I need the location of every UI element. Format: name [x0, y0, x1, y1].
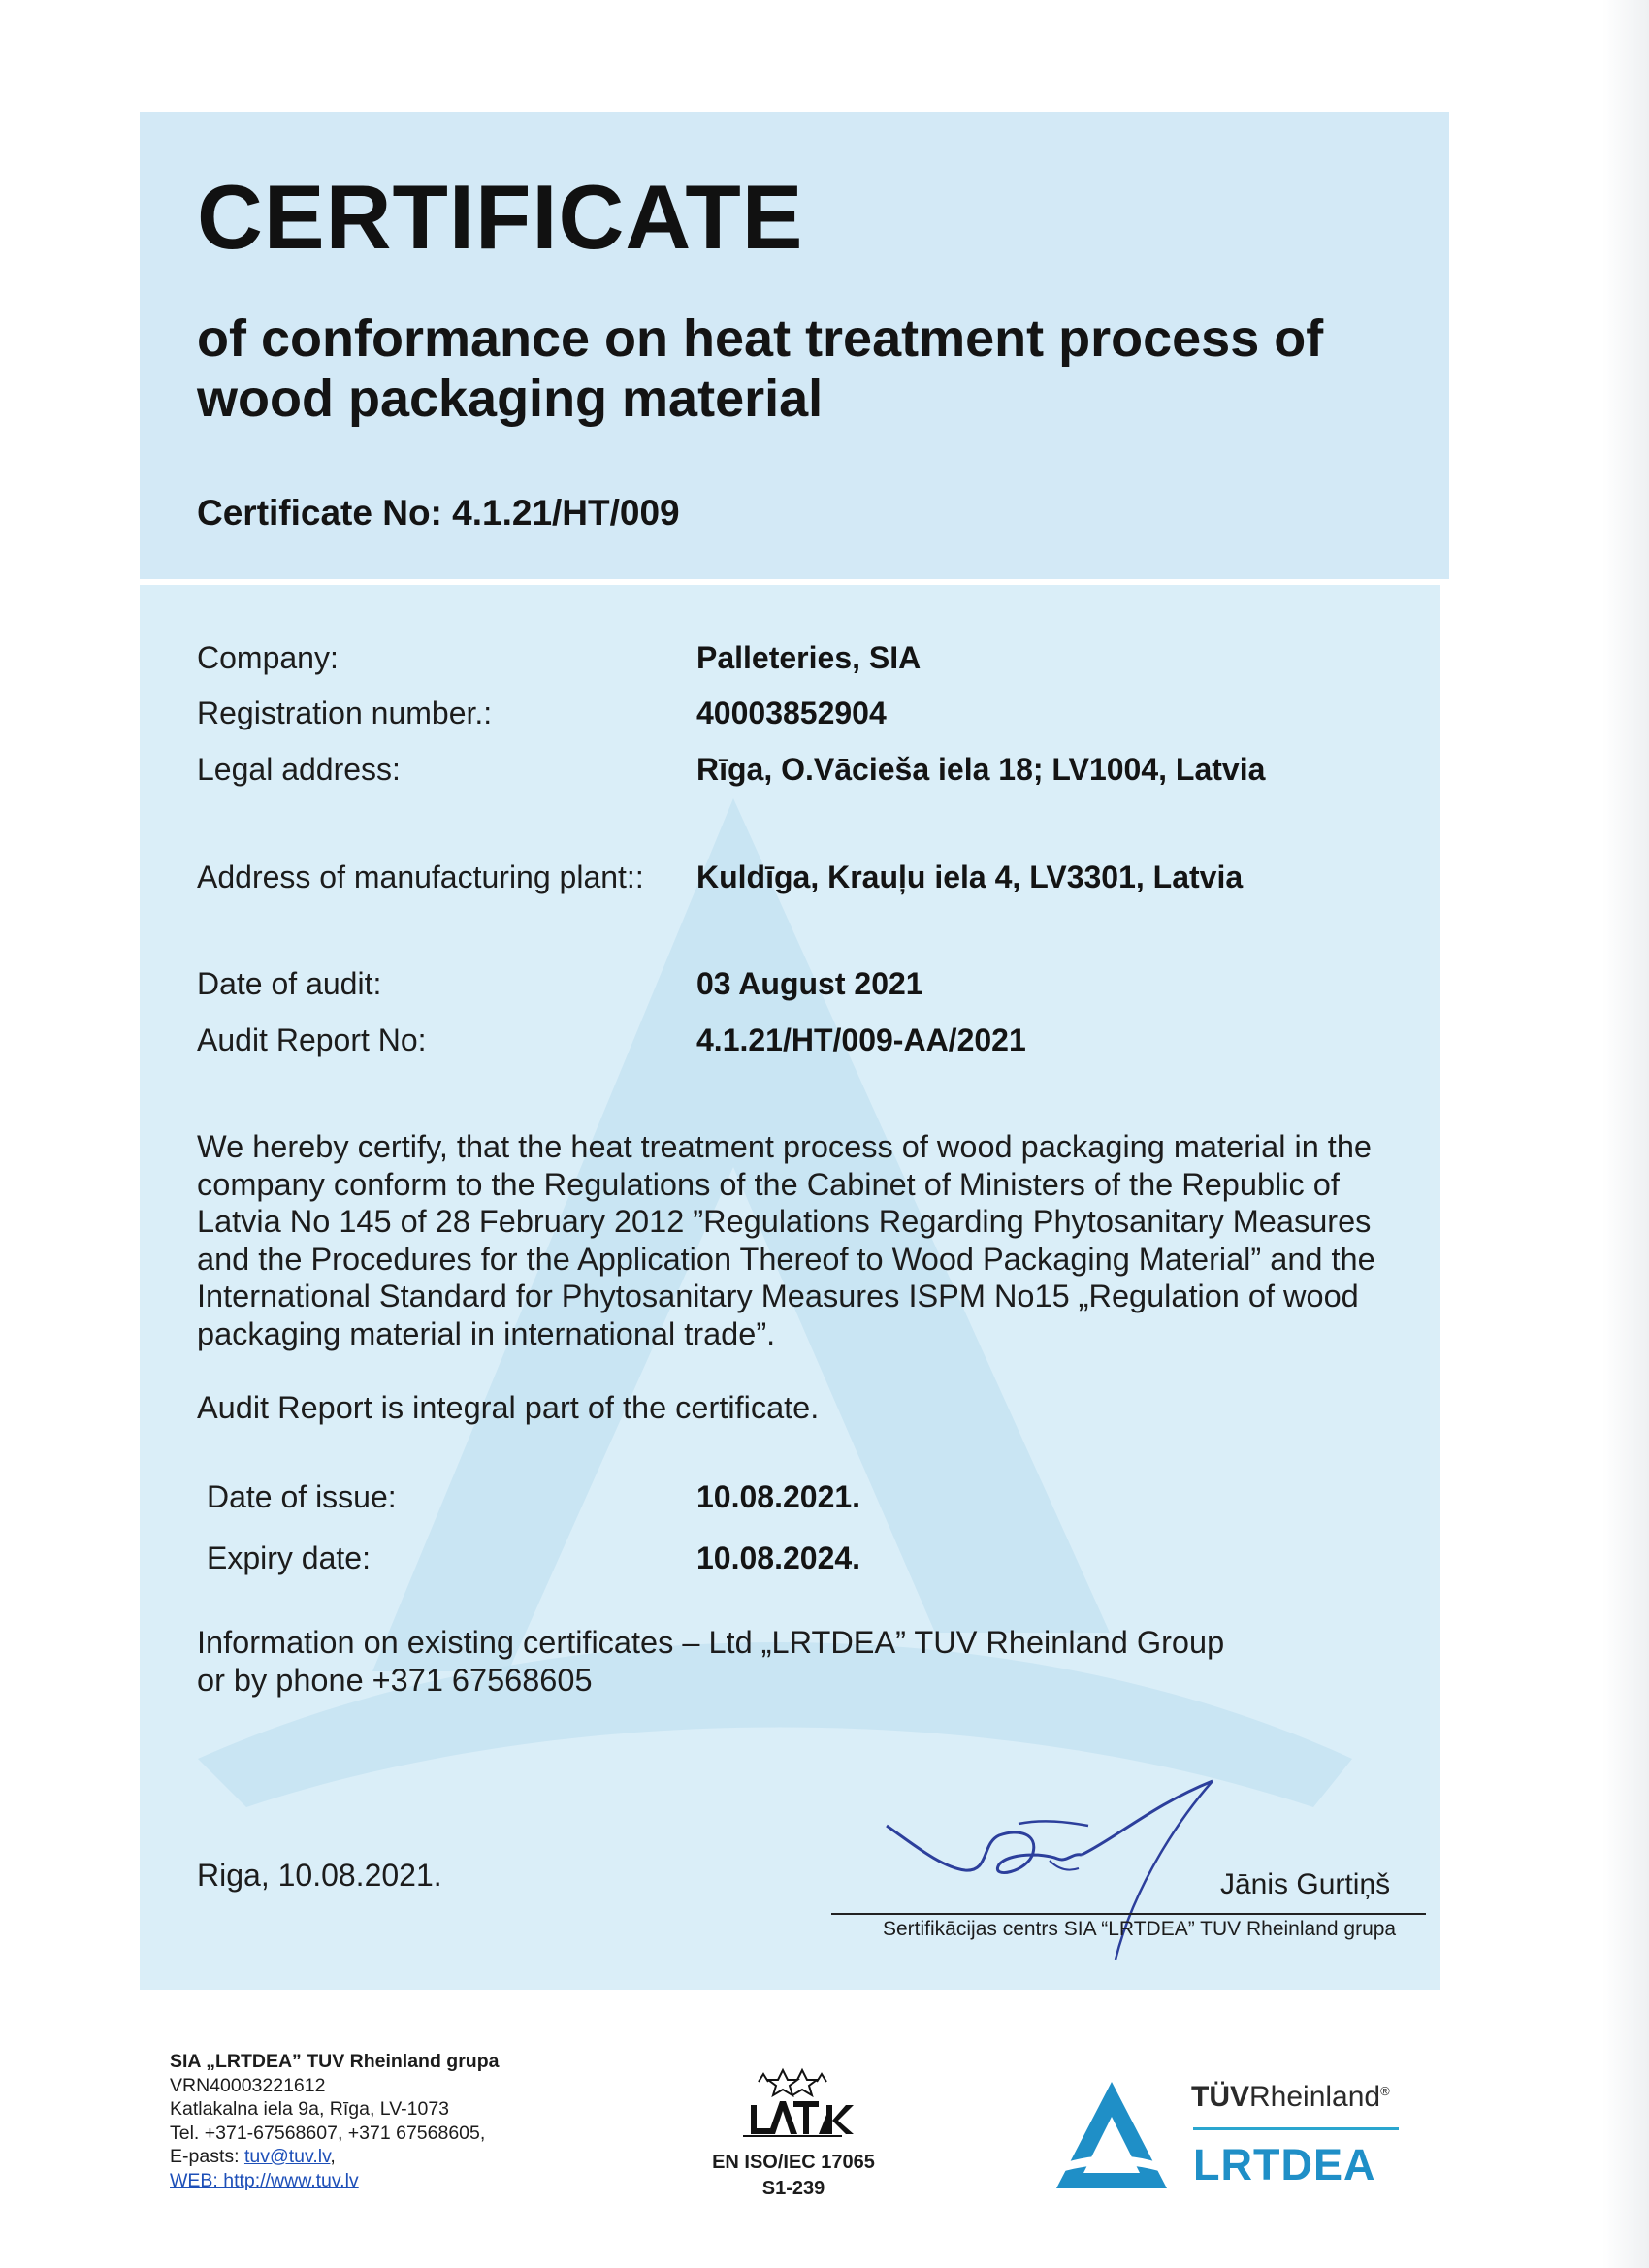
integral-statement-text: Audit Report is integral part of the certificate.: [197, 1390, 820, 1425]
legal-address-label: Legal address:: [197, 752, 401, 787]
tuv-wordmark-bold: TÜV: [1191, 2081, 1249, 2113]
expiry-date-label: Expiry date:: [207, 1540, 371, 1575]
information-block: [197, 1624, 1419, 1699]
footer-address: Katlakalna iela 9a, Rīga, LV-1073: [170, 2098, 450, 2120]
footer-email-suffix: ,: [330, 2146, 336, 2167]
audit-report-value: 4.1.21/HT/009-AA/2021: [696, 1022, 1026, 1057]
issue-date-label: Date of issue:: [207, 1479, 397, 1514]
footer-vrn: VRN40003221612: [170, 2074, 326, 2096]
footer-email-row: [170, 2145, 499, 2169]
audit-date-label: Date of audit:: [197, 966, 382, 1001]
footer-company-info: [170, 2050, 499, 2192]
accreditation-number: S1-239: [761, 2178, 825, 2199]
footer-email-link[interactable]: tuv@tuv.lv: [243, 2146, 331, 2167]
footer-company-name: SIA „LRTDEA” TUV Rheinland grupa: [170, 2051, 500, 2072]
registered-mark: ®: [1380, 2084, 1390, 2098]
integral-statement: [197, 1389, 1419, 1427]
issue-date-value: 10.08.2021.: [696, 1479, 861, 1514]
certification-statement: [197, 1128, 1419, 1352]
tuv-wordmark-regular: Rheinland: [1249, 2081, 1381, 2113]
statement-line: International Standard for Phytosanitary Measures ISPM No15 „Regulation of wood: [197, 1279, 1359, 1313]
place-and-date: Riga, 10.08.2021.: [197, 1858, 442, 1893]
statement-line: and the Procedures for the Application Thereof to Wood Packaging Material” and the: [197, 1241, 1375, 1277]
information-line: or by phone +371 67568605: [197, 1662, 593, 1698]
registration-label: Registration number.:: [197, 696, 493, 730]
plant-address-label: Address of manufacturing plant::: [197, 859, 644, 894]
registration-value: 40003852904: [696, 696, 887, 730]
footer-email-prefix: E-pasts:: [170, 2146, 244, 2167]
statement-line: company conform to the Regulations of the Cabinet of Ministers of the Republic of: [197, 1166, 1340, 1202]
information-line: Information on existing certificates – Ltd „LRTDEA” TUV Rheinland Group: [197, 1625, 1225, 1660]
plant-address-value: Kuldīga, Krauļu iela 4, LV3301, Latvia: [696, 859, 1244, 894]
lrtdea-wordmark: LRTDEA: [1193, 2140, 1376, 2189]
expiry-date-value: 10.08.2024.: [696, 1540, 861, 1575]
certificate-number: Certificate No: 4.1.21/HT/009: [197, 493, 680, 533]
statement-line: packaging material in international trade”.: [197, 1315, 776, 1351]
signature-caption: Sertifikācijas centrs SIA “LRTDEA” TUV Rheinland grupa: [883, 1918, 1397, 1940]
footer-phone: Tel. +371-67568607, +371 67568605,: [170, 2122, 486, 2144]
accreditation-standard: EN ISO/IEC 17065: [712, 2152, 875, 2173]
statement-line: Latvia No 145 of 28 February 2012 ”Regulations Regarding Phytosanitary Measures: [197, 1204, 1372, 1239]
footer-web-link[interactable]: WEB: http://www.tuv.lv: [170, 2169, 359, 2191]
brand-divider: [1193, 2127, 1399, 2130]
tuv-rheinland-wordmark: [1191, 2081, 1390, 2114]
signer-name: Jānis Gurtiņš: [1220, 1868, 1391, 1900]
signature-line: [831, 1913, 1426, 1915]
statement-line: We hereby certify, that the heat treatment process of wood packaging material in the: [197, 1129, 1372, 1164]
audit-report-label: Audit Report No:: [197, 1022, 427, 1057]
certificate-subtitle: of conformance on heat treatment process of wood packaging material: [197, 309, 1324, 428]
legal-address-value: Rīga, O.Vācieša iela 18; LV1004, Latvia: [696, 752, 1266, 787]
page-edge-shadow: [1602, 0, 1649, 2268]
audit-date-value: 03 August 2021: [696, 966, 923, 1001]
certificate-title: CERTIFICATE: [197, 166, 804, 268]
company-value: Palleteries, SIA: [696, 640, 922, 675]
latak-accreditation-logo-icon: [729, 2066, 856, 2144]
company-label: Company:: [197, 640, 339, 675]
lrtdea-triangle-logo-icon: [1052, 2078, 1171, 2192]
